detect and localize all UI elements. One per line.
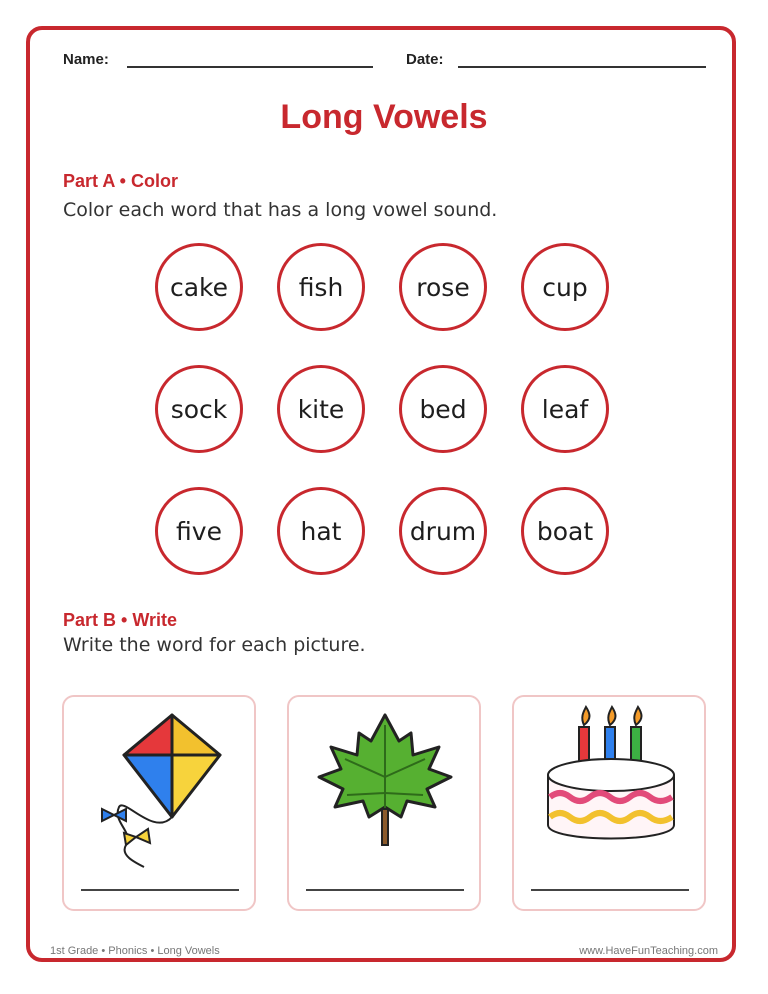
date-label: Date: [406,51,444,68]
word-circle-drum[interactable]: drum [399,487,487,575]
kite-icon [64,697,258,913]
name-field[interactable] [127,66,373,68]
footer-breadcrumb: 1st Grade • Phonics • Long Vowels [50,945,220,957]
word-circle-leaf[interactable]: leaf [521,365,609,453]
word-circle-rose[interactable]: rose [399,243,487,331]
word-circle-hat[interactable]: hat [277,487,365,575]
picture-card-kite [62,695,256,911]
cake-icon [514,697,708,913]
part-a-heading: Part A • Color [63,171,178,191]
answer-line-3[interactable] [531,889,689,891]
word-circle-bed[interactable]: bed [399,365,487,453]
name-label: Name: [63,51,109,68]
part-b-instruction: Write the word for each picture. [63,634,366,656]
word-circle-sock[interactable]: sock [155,365,243,453]
word-circle-kite[interactable]: kite [277,365,365,453]
part-b-heading: Part B • Write [63,610,177,630]
word-circle-boat[interactable]: boat [521,487,609,575]
word-circle-fish[interactable]: fish [277,243,365,331]
part-a-instruction: Color each word that has a long vowel sound. [63,199,498,221]
word-circle-cake[interactable]: cake [155,243,243,331]
date-field[interactable] [458,66,706,68]
leaf-icon [289,697,483,913]
picture-card-cake [512,695,706,911]
word-circle-cup[interactable]: cup [521,243,609,331]
word-circle-five[interactable]: five [155,487,243,575]
page-title: Long Vowels [280,98,488,136]
answer-line-1[interactable] [81,889,239,891]
footer-website[interactable]: www.HaveFunTeaching.com [579,945,718,957]
answer-line-2[interactable] [306,889,464,891]
picture-card-leaf [287,695,481,911]
